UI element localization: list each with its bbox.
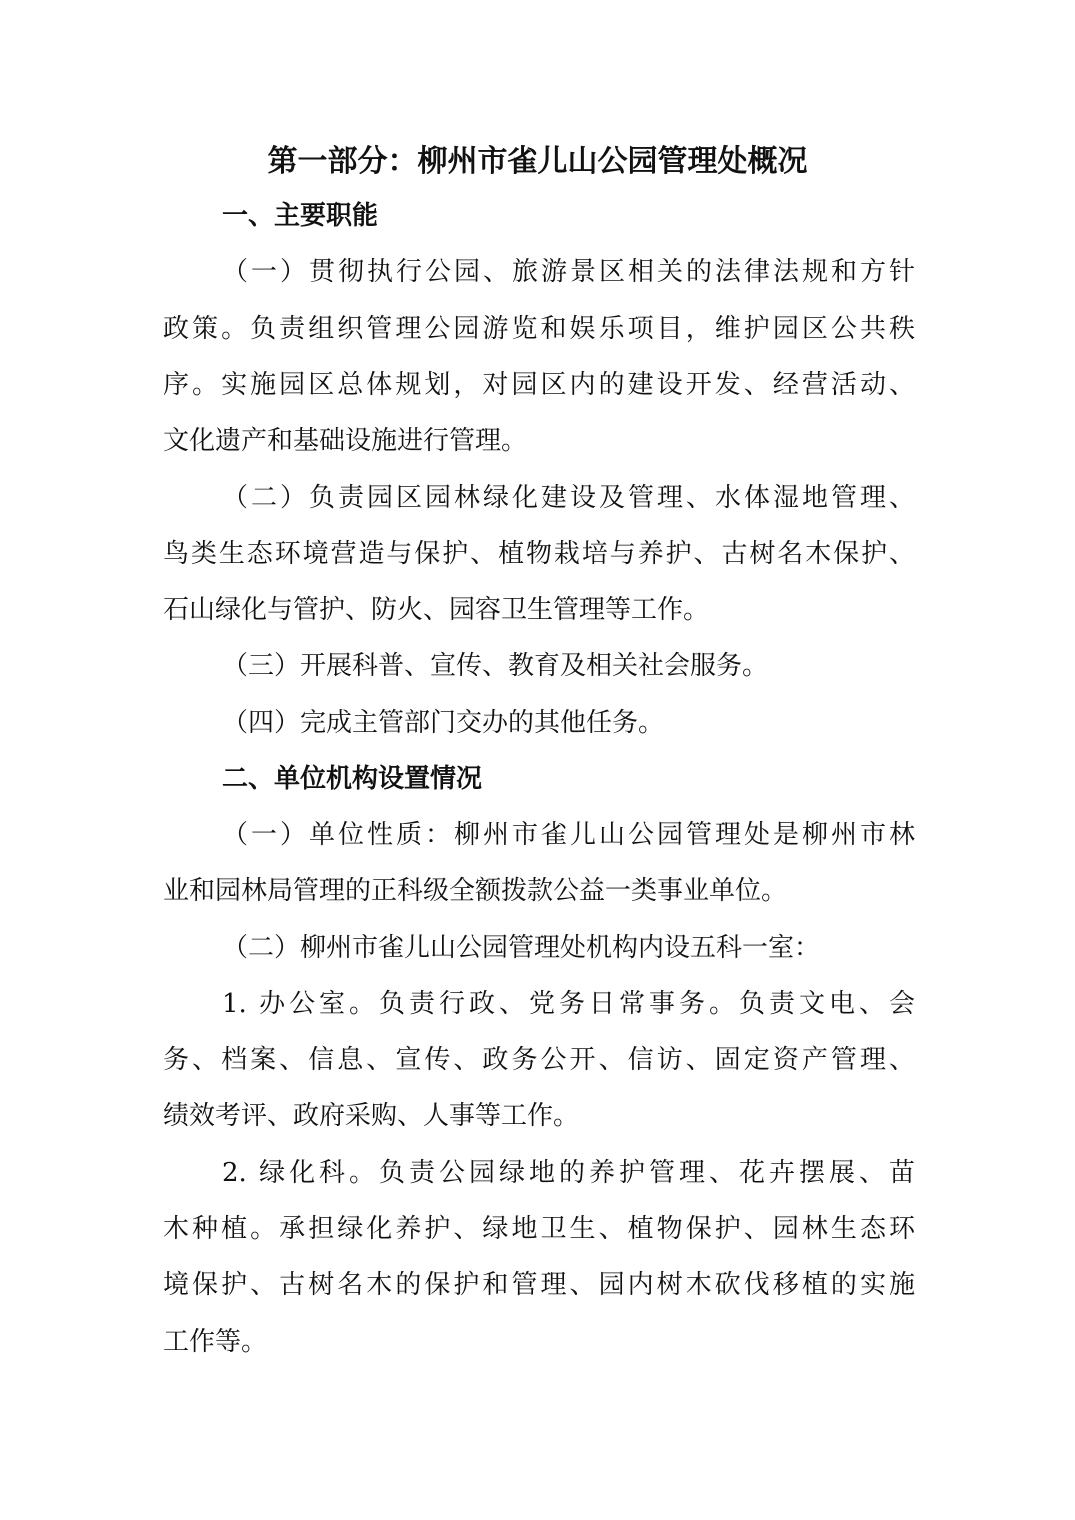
paragraph-line: 政策。负责组织管理公园游览和娱乐项目，维护园区公共秩 <box>163 314 915 344</box>
paragraph-line: （二）柳州市雀儿山公园管理处机构内设五科一室： <box>222 933 821 963</box>
paragraph-line: 序。实施园区总体规划，对园区内的建设开发、经营活动、 <box>163 370 915 400</box>
paragraph-line: （三）开展科普、宣传、教育及相关社会服务。 <box>222 651 769 681</box>
list-item-line: 工作等。 <box>163 1327 268 1357</box>
paragraph-line: （一）单位性质：柳州市雀儿山公园管理处是柳州市林 <box>222 820 915 850</box>
list-item-line: 2. 绿化科。负责公园绿地的养护管理、花卉摆展、苗 <box>222 1158 915 1188</box>
list-item-line: 境保护、古树名木的保护和管理、园内树木砍伐移植的实施 <box>163 1270 915 1300</box>
paragraph-line: （四）完成主管部门交办的其他任务。 <box>222 708 665 738</box>
list-item-line: 1. 办公室。负责行政、党务日常事务。负责文电、会 <box>222 989 915 1019</box>
document-title: 第一部分：柳州市雀儿山公园管理处概况 <box>267 144 808 179</box>
paragraph-line: 文化遗产和基础设施进行管理。 <box>163 426 528 456</box>
paragraph-line: 鸟类生态环境营造与保护、植物栽培与养护、古树名木保护、 <box>163 539 915 569</box>
section-heading-organization: 二、单位机构设置情况 <box>222 764 483 794</box>
list-item-line: 绩效考评、政府采购、人事等工作。 <box>163 1101 580 1131</box>
list-item-line: 务、档案、信息、宣传、政务公开、信访、固定资产管理、 <box>163 1045 915 1075</box>
paragraph-line: （一）贯彻执行公园、旅游景区相关的法律法规和方针 <box>222 257 915 287</box>
list-item-line: 木种植。承担绿化养护、绿地卫生、植物保护、园林生态环 <box>163 1214 915 1244</box>
paragraph-line: （二）负责园区园林绿化建设及管理、水体湿地管理、 <box>222 483 915 513</box>
paragraph-line: 业和园林局管理的正科级全额拨款公益一类事业单位。 <box>163 876 788 906</box>
paragraph-line: 石山绿化与管护、防火、园容卫生管理等工作。 <box>163 595 710 625</box>
section-heading-functions: 一、主要职能 <box>222 201 379 231</box>
